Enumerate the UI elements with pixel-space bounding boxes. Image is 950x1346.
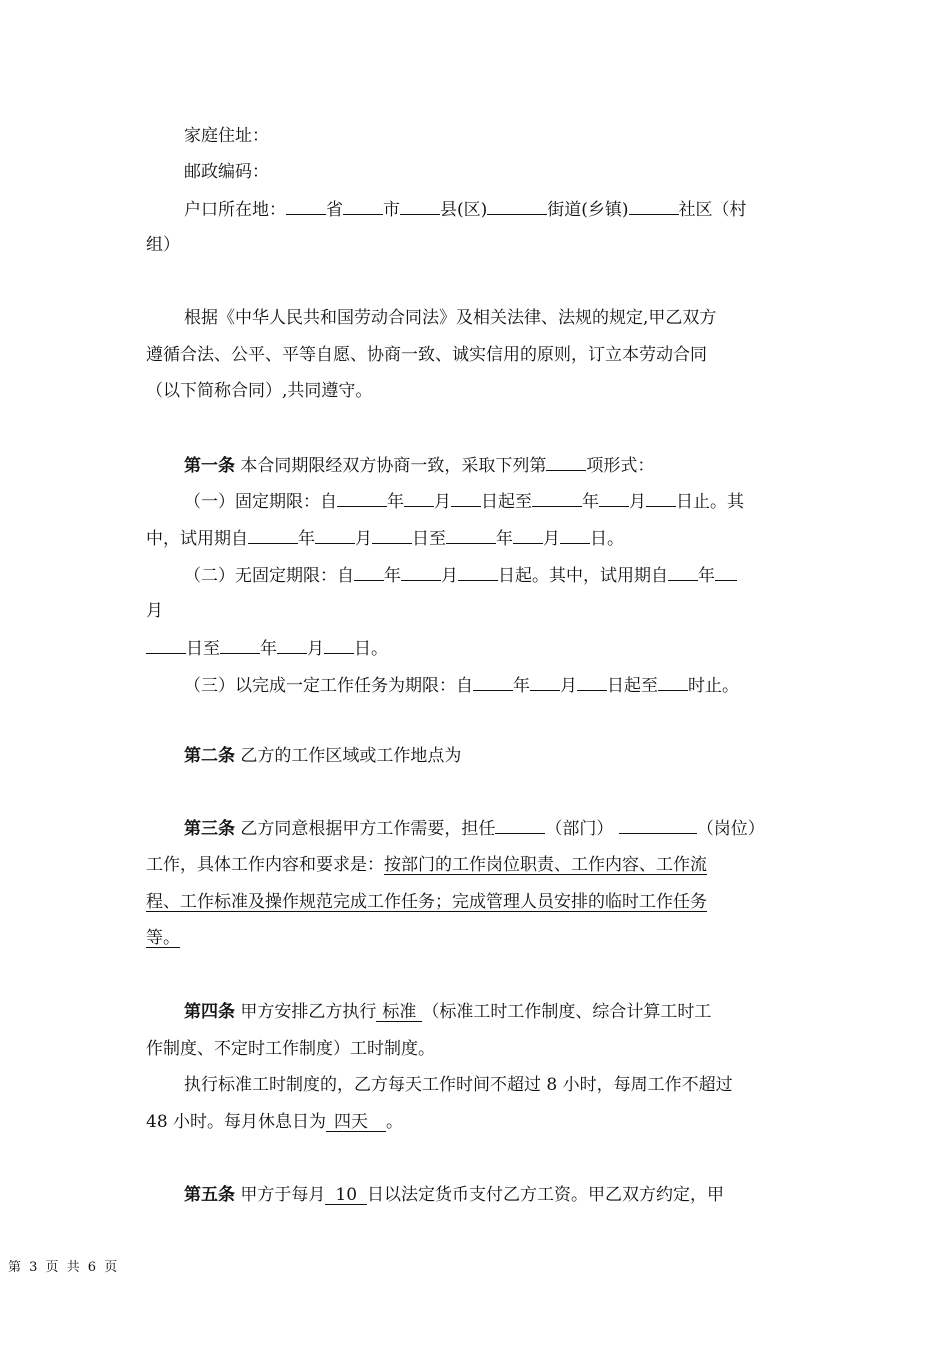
- open-term-line: （二）无固定期限：自 年 月 日起。其中，试用期自 年: [184, 563, 737, 588]
- article-3-cont: 工作，具体工作内容和要求是：按部门的工作岗位职责、工作内容、工作流: [146, 855, 707, 875]
- article-4: 第四条 甲方安排乙方执行 标准 （标准工时工作制度、综合计算工时工: [184, 1002, 712, 1022]
- preamble-line: 遵循合法、公平、平等自愿、协商一致、诚实信用的原则，订立本劳动合同: [146, 345, 707, 365]
- blank-field: [560, 526, 590, 544]
- article-4-cont: 作制度、不定时工作制度）工时制度。: [146, 1039, 435, 1059]
- page-number-footer: 第 3 页 共 6 页: [8, 1260, 120, 1275]
- blank-field: [495, 816, 545, 834]
- article-3-cont: 程、工作标准及操作规范完成工作任务；完成管理人员安排的临时工作任务: [146, 892, 707, 912]
- blank-field: [400, 197, 440, 215]
- blank-field: [446, 526, 496, 544]
- article-title: 第四条: [184, 1002, 235, 1022]
- blank-field: [146, 636, 186, 654]
- blank-field: [577, 673, 607, 691]
- article-5: 第五条 甲方于每月 10 日以法定货币支付乙方工资。甲乙双方约定，甲: [184, 1185, 725, 1205]
- open-term-line-cont: 日至 年 月 日。: [146, 636, 388, 661]
- article-title: 第二条: [184, 746, 235, 766]
- blank-field: [458, 563, 498, 581]
- blank-field: [629, 197, 679, 215]
- article-title: 第五条: [184, 1185, 235, 1205]
- article-4-cont: 48 小时。每月休息日为 四天 。: [146, 1112, 404, 1132]
- article-title: 第一条: [184, 456, 235, 476]
- fixed-term-line: （一）固定期限：自 年 月 日起至 年 月 日止。其: [184, 489, 744, 514]
- hukou-line: 户口所在地： 省 市 县(区) 街道(乡镇) 社区（村: [184, 197, 747, 222]
- blank-field: [451, 489, 481, 507]
- blank-field: [546, 453, 586, 471]
- open-term-line-cont: 月: [146, 601, 163, 621]
- blank-field: [619, 816, 697, 834]
- blank-field: [324, 636, 354, 654]
- filled-value: 10: [325, 1186, 367, 1205]
- blank-field: [658, 673, 688, 691]
- article-1-heading: 第一条 本合同期限经双方协商一致，采取下列第 项形式：: [184, 453, 654, 478]
- blank-field: [715, 563, 737, 581]
- blank-field: [404, 489, 434, 507]
- blank-field: [372, 526, 412, 544]
- home-address-line: 家庭住址：: [184, 126, 269, 146]
- blank-field: [315, 526, 355, 544]
- task-term-line: （三）以完成一定工作任务为期限：自 年 月 日起至 时止。: [184, 673, 739, 698]
- blank-field: [337, 489, 387, 507]
- blank-field: [343, 197, 383, 215]
- article-3-cont: 等。: [146, 928, 180, 948]
- blank-field: [599, 489, 629, 507]
- fixed-term-line-cont: 中，试用期自 年 月 日至 年 月 日。: [146, 526, 624, 551]
- blank-field: [220, 636, 260, 654]
- blank-field: [646, 489, 676, 507]
- article-2: 第二条 乙方的工作区域或工作地点为: [184, 746, 462, 766]
- blank-field: [532, 489, 582, 507]
- blank-field: [401, 563, 441, 581]
- blank-field: [668, 563, 698, 581]
- filled-value: 标准: [376, 1003, 422, 1022]
- blank-field: [487, 197, 547, 215]
- blank-field: [286, 197, 326, 215]
- blank-field: [473, 673, 513, 691]
- preamble-line: （以下简称合同）,共同遵守。: [146, 381, 373, 401]
- blank-field: [354, 563, 384, 581]
- blank-field: [277, 636, 307, 654]
- preamble-line: 根据《中华人民共和国劳动合同法》及相关法律、法规的规定,甲乙双方: [184, 308, 717, 328]
- blank-field: [513, 526, 543, 544]
- filled-value: 四天: [326, 1113, 386, 1132]
- blank-field: [248, 526, 298, 544]
- article-3: 第三条 乙方同意根据甲方工作需要，担任 （部门） （岗位）: [184, 816, 765, 841]
- article-title: 第三条: [184, 819, 235, 839]
- hukou-line-cont: 组）: [146, 235, 180, 255]
- blank-field: [530, 673, 560, 691]
- postal-code-line: 邮政编码：: [184, 162, 269, 182]
- article-4-cont: 执行标准工时制度的，乙方每天工作时间不超过 8 小时，每周工作不超过: [184, 1075, 733, 1095]
